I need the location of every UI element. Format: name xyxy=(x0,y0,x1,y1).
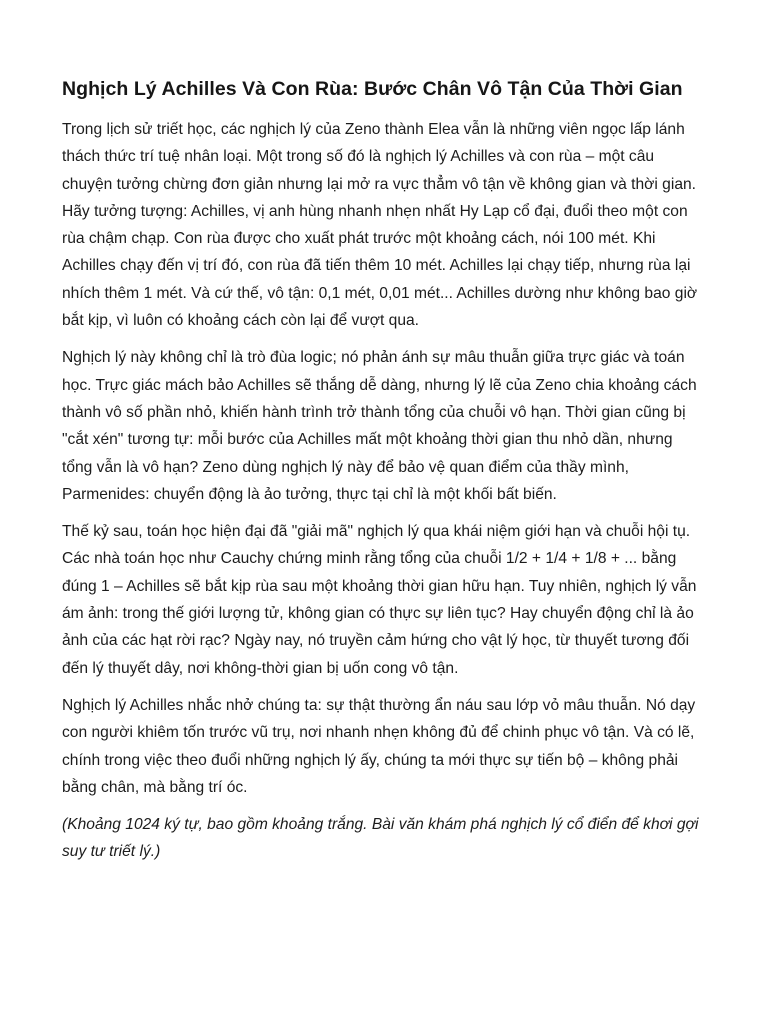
paragraph-contradiction: Nghịch lý này không chỉ là trò đùa logic; nó phản ánh sự mâu thuẫn giữa trực giác và toán học. Trực giác mách bảo Achilles sẽ thắng dễ dàng, nhưng lý lẽ của Zeno chia khoảng cách thành vô số phần nhỏ, khiến hành trình trở thành tổng của chuỗi vô hạn. Thời gian cũng bị "cắt xén" tương tự: mỗi bước của Achilles mất một khoảng thời gian thu nhỏ dần, nhưng tổng vẫn là vô hạn? Zeno dùng nghịch lý này để bảo vệ quan điểm của thầy mình, Parmenides: chuyển động là ảo tưởng, thực tại chỉ là một khối bất biến. xyxy=(62,349,697,503)
paragraph-intro: Trong lịch sử triết học, các nghịch lý của Zeno thành Elea vẫn là những viên ngọc lấp lánh thách thức trí tuệ nhân loại. Một trong số đó là nghịch lý Achilles và con rùa – một câu chuyện tưởng chừng đơn giản nhưng lại mở ra vực thẳm vô tận về không gian và thời gian. Hãy tưởng tượng: Achilles, vị anh hùng nhanh nhẹn nhất Hy Lạp cổ đại, đuổi theo một con rùa chậm chạp. Con rùa được cho xuất phát trước một khoảng cách, nói 100 mét. Khi Achilles chạy đến vị trí đó, con rùa đã tiến thêm 10 mét. Achilles lại chạy tiếp, nhưng rùa lại nhích thêm 1 mét. Và cứ thế, vô tận: 0,1 mét, 0,01 mét... Achilles dường như không bao giờ bắt kịp, vì luôn có khoảng cách còn lại để vượt qua. xyxy=(62,121,698,330)
paragraph-conclusion: Nghịch lý Achilles nhắc nhở chúng ta: sự thật thường ẩn náu sau lớp vỏ mâu thuẫn. Nó dạy con người khiêm tốn trước vũ trụ, nơi nhanh nhẹn không đủ để chinh phục vô tận. Và có lẽ, chính trong việc theo đuổi những nghịch lý ấy, chúng ta mới thực sự tiến bộ – không phải bằng chân, mà bằng trí óc. xyxy=(62,696,696,796)
paragraph-modern-math: Thế kỷ sau, toán học hiện đại đã "giải mã" nghịch lý qua khái niệm giới hạn và chuỗi hội tụ. Các nhà toán học như Cauchy chứng minh rằng tổng của chuỗi 1/2 + 1/4 + 1/8 + ... bằng đúng 1 – Achilles sẽ bắt kịp rùa sau một khoảng thời gian hữu hạn. Tuy nhiên, nghịch lý vẫn ám ảnh: trong thế giới lượng tử, không gian có thực sự liên tục? Hay chuyển động chỉ là ảo ảnh của các hạt rời rạc? Ngày nay, nó truyền cảm hứng cho vật lý học, từ thuyết tương đối đến lý thuyết dây, nơi không-thời gian bị uốn cong vô tận. xyxy=(62,523,697,677)
article-title: Nghịch Lý Achilles Và Con Rùa: Bước Chân Vô Tận Của Thời Gian xyxy=(62,78,683,100)
closing-note: (Khoảng 1024 ký tự, bao gồm khoảng trắng. Bài văn khám phá nghịch lý cổ điển để khơi gợi suy tư triết lý.) xyxy=(62,816,699,861)
